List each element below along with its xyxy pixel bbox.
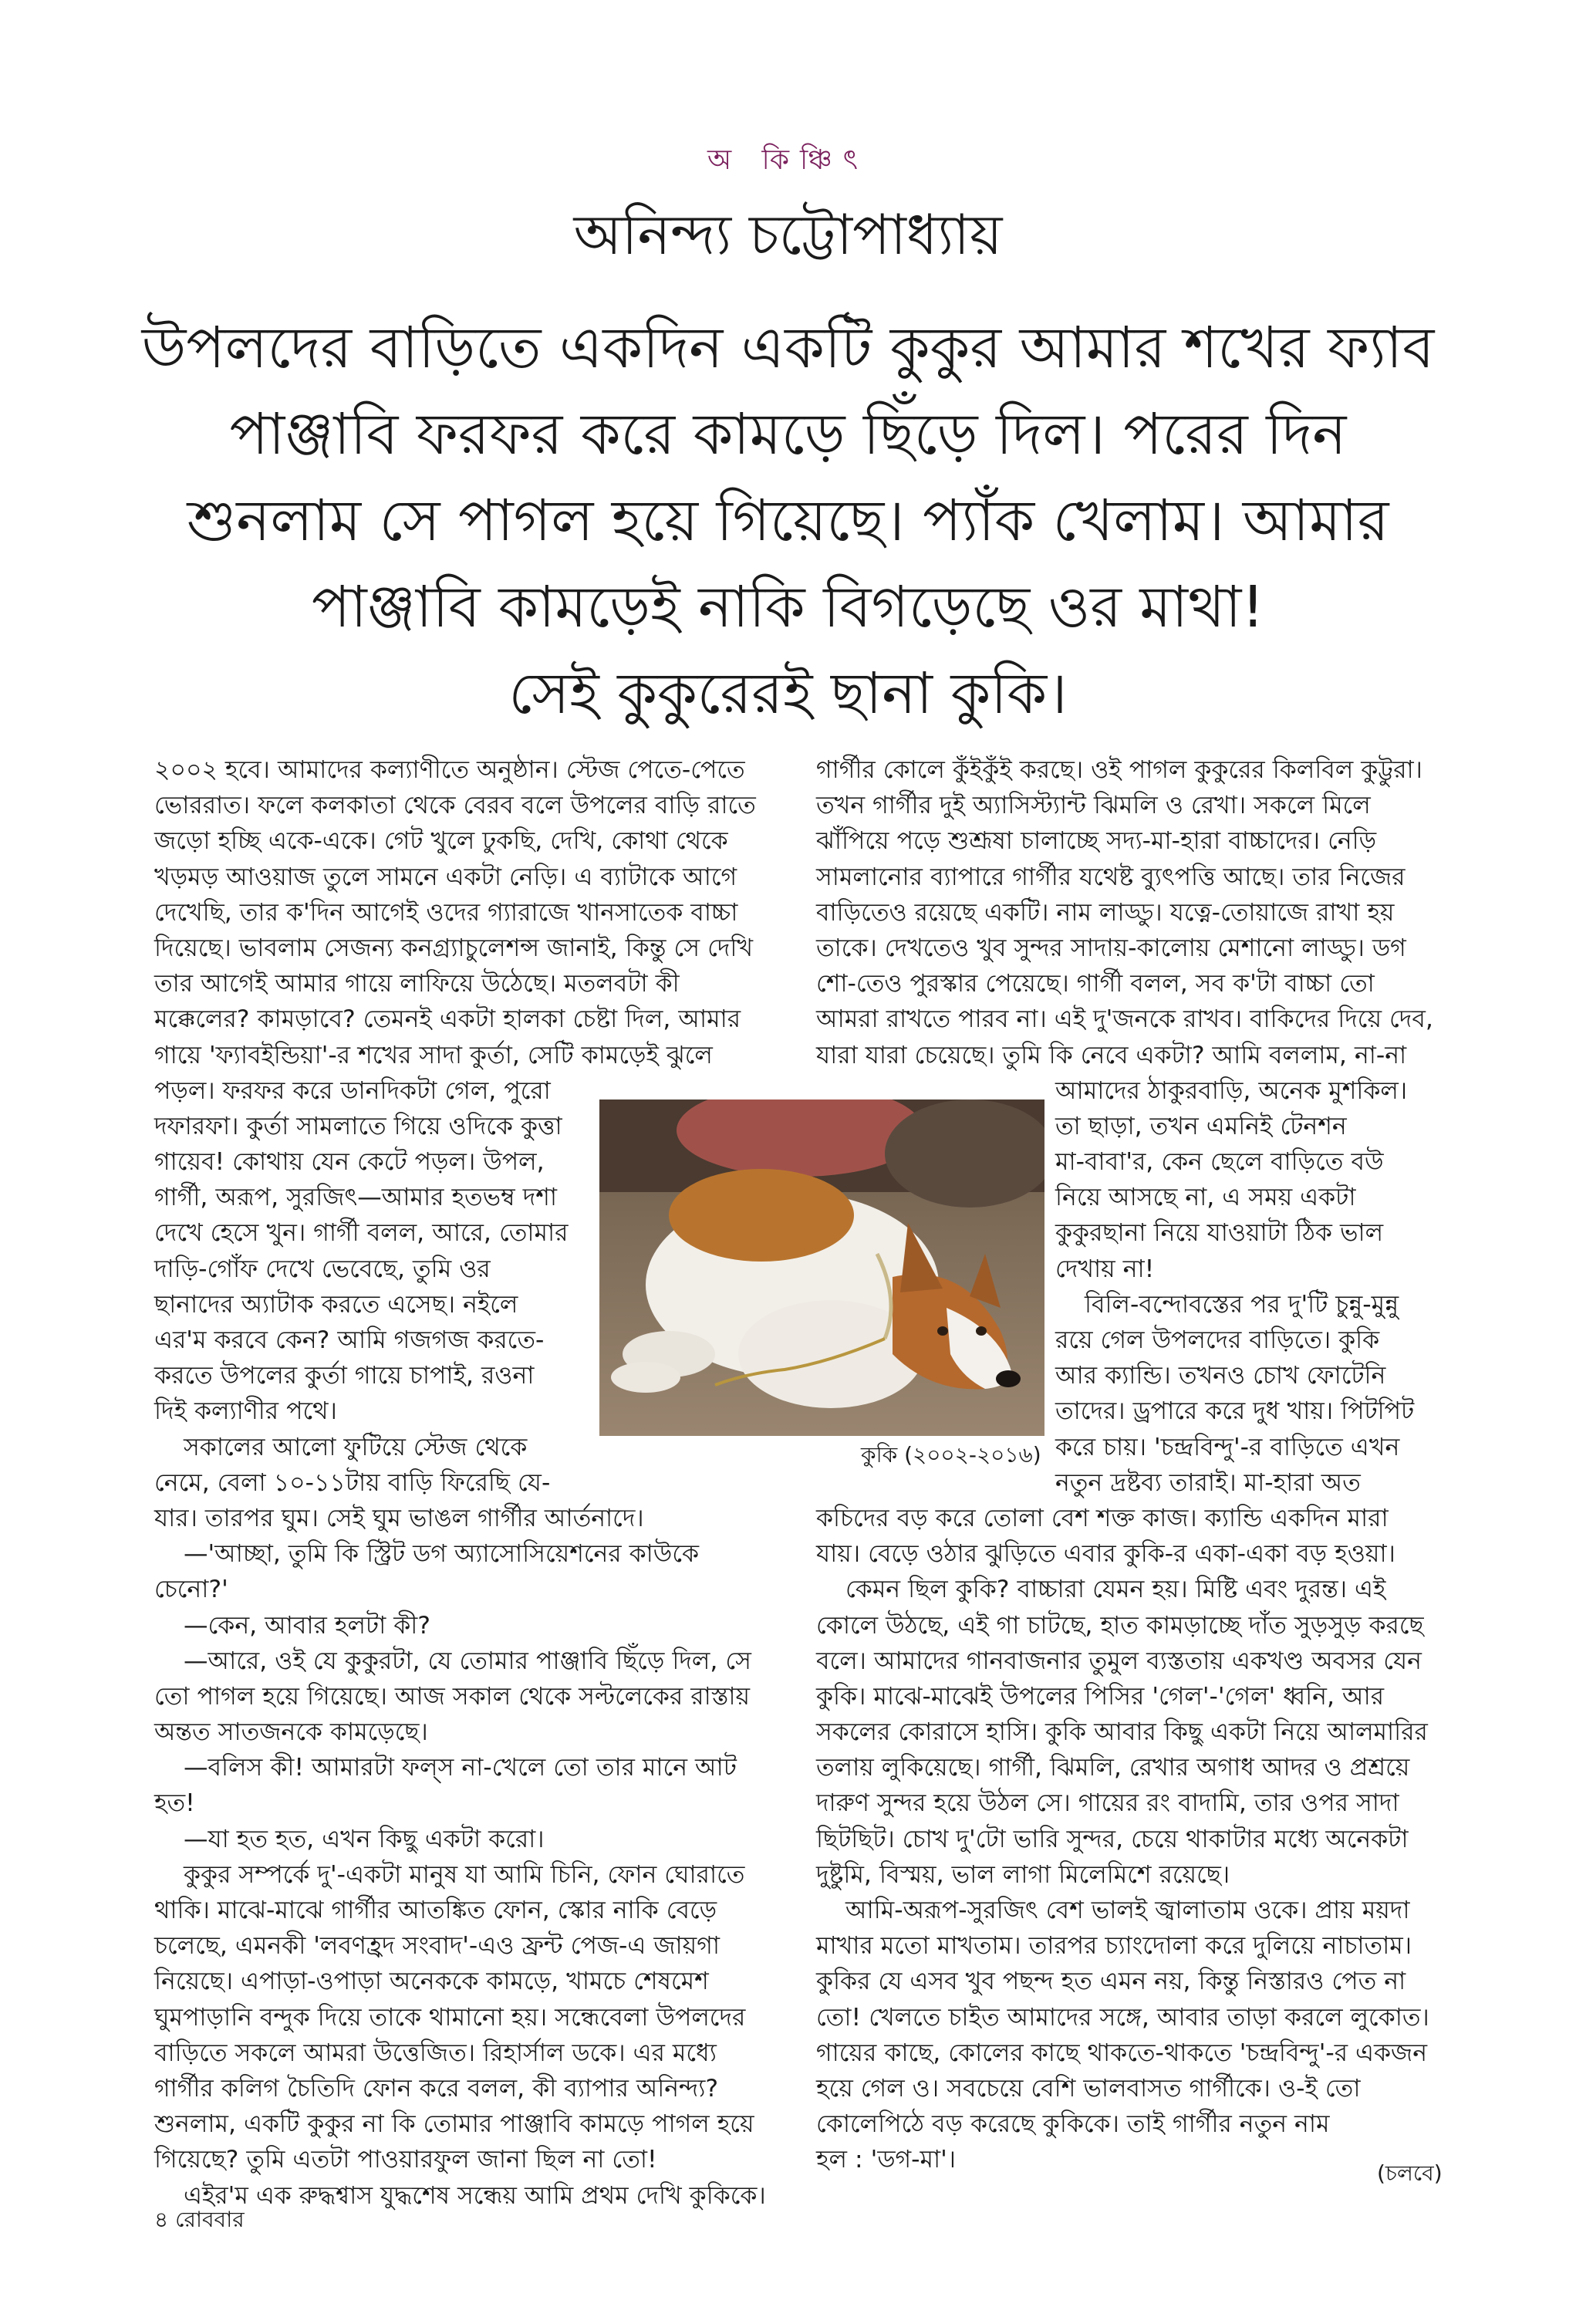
intro-line: উপলদের বাড়িতে একদিন একটি কুকুর আমার শখের ফ্যাব [141,315,1435,381]
dog-photo [599,1100,1044,1436]
article-line: বাড়িতে সকলে আমরা উত্তেজিত। রিহার্সাল ডকে। এর মধ্যে [154,2039,717,2067]
intro-line: পাঞ্জাবি কামড়েই নাকি বিগড়েছে ওর মাথা! [311,574,1265,640]
article-line: যারা যারা চেয়েছে। তুমি কি নেবে একটা? আমি বললাম, না-না [816,1041,1407,1069]
article-line: অন্তত সাতজনকে কামড়েছে। [154,1718,428,1747]
article-line: শুনলাম, একটি কুকুর না কি তোমার পাঞ্জাবি কামড়ে পাগল হয়ে [154,2110,754,2139]
article-line: গার্গী, অরূপ, সুরজিৎ—আমার হতভম্ব দশা [154,1184,558,1212]
article-line: নেমে, বেলা ১০-১১টায় বাড়ি ফিরেছি যে- [154,1468,551,1497]
article-line: দেখেছি, তার ক'দিন আগেই ওদের গ্যারাজে খানসাতেক বাচ্চা [154,898,738,927]
article-line: এইর'ম এক রুদ্ধশ্বাস যুদ্ধশেষ সন্ধেয় আমি প্রথম দেখি কুকিকে। [184,2181,766,2210]
article-line: ছানাদের অ্যাটাক করতে এসেছ। নইলে [154,1290,518,1319]
series-title: অ কিঞ্চিৎ [707,144,869,176]
article-line: চলেছে, এমনকী 'লবণহ্রদ সংবাদ'-এও ফ্রন্ট পেজ-এ জায়গা [154,1932,721,1961]
article-line: সামলানোর ব্যাপারে গার্গীর যথেষ্ট ব্যুৎপত্তি আছে। তার নিজের [816,863,1406,891]
article-line: গিয়েছে? তুমি এতটা পাওয়ারফুল জানা ছিল না তো! [154,2146,657,2174]
article-line: নিয়ে আসছে না, এ সময় একটা [1055,1184,1356,1212]
article-line: গায়ের কাছে, কোলের কাছে থাকতে-থাকতে 'চন্দ্রবিন্দু'-র একজন [816,2039,1428,2067]
article-line: শো-তেও পুরস্কার পেয়েছে। গার্গী বলল, সব ক'টা বাচ্চা তো [816,970,1375,998]
article-line: ঘুমপাড়ানি বন্দুক দিয়ে তাকে থামানো হয়। সন্ধেবেলা উপলদের [154,2003,746,2032]
article-line: তা ছাড়া, তখন এমনিই টেনশন [1055,1112,1347,1140]
publication-name: রোববার [175,2207,245,2232]
article-line: বলে। আমাদের গানবাজনার তুমুল ব্যস্ততায় একখণ্ড অবসর যেন [816,1647,1422,1675]
article-line: হল : 'ডগ-মা'। [816,2146,957,2174]
article-line: কোলে উঠছে, এই গা চাটছে, হাত কামড়াচ্ছে দাঁত সুড়সুড় করছে [816,1611,1424,1640]
article-line: ভোররাত। ফলে কলকাতা থেকে বেরব বলে উপলের বাড়ি রাতে [154,792,756,820]
article-line: —আরে, ওই যে কুকুরটা, যে তোমার পাঞ্জাবি ছিঁড়ে দিল, সে [184,1647,751,1675]
article-line: দেখে হেসে খুন। গার্গী বলল, আরে, তোমার [154,1219,569,1248]
article-line: গার্গীর কোলে কুঁইকুঁই করছে। ওই পাগল কুকুরের কিলবিল কুট্টুরা। [816,756,1422,784]
article-line: এর'ম করবে কেন? আমি গজগজ করতে- [154,1326,545,1354]
article-line: —কেন, আবার হলটা কী? [184,1611,430,1640]
article-line: গায়েব! কোথায় যেন কেটে পড়ল। উপল, [154,1148,545,1177]
article-line: দুষ্টুমি, বিস্ময়, ভাল লাগা মিলেমিশে রয়েছে। [816,1860,1230,1889]
intro-line: সেই কুকুরেরই ছানা কুকি। [508,660,1068,727]
article-line: যায়। বেড়ে ওঠার ঝুড়িতে এবার কুকি-র একা-একা বড় হওয়া। [816,1540,1395,1569]
article-line: ২০০২ হবে। আমাদের কল্যাণীতে অনুষ্ঠান। স্টেজ পেতে-পেতে [154,756,745,784]
article-line: ছিটছিট। চোখ দু'টো ভারি সুন্দর, চেয়ে থাকাটার মধ্যে অনেকটা [816,1825,1409,1853]
article-line: করতে উপলের কুর্তা গায়ে চাপাই, রওনা [154,1362,535,1390]
article-line: হয়ে গেল ও। সবচেয়ে বেশি ভালবাসত গার্গীকে। ও-ই তো [816,2074,1361,2103]
article-line: সকলের কোরাসে হাসি। কুকি আবার কিছু একটা নিয়ে আলমারির [816,1718,1428,1747]
article-line: দেখায় না! [1055,1255,1155,1283]
intro-line: শুনলাম সে পাগল হয়ে গিয়েছে। প্যাঁক খেলাম। আমার [187,488,1389,554]
article-line: করে চায়। 'চন্দ্রবিন্দু'-র বাড়িতে এখন [1055,1433,1400,1461]
article-line: দিই কল্যাণীর পথে। [154,1397,337,1426]
article-line: ঝাঁপিয়ে পড়ে শুশ্রূষা চালাচ্ছে সদ্য-মা-হারা বাচ্চাদের। নেড়ি [816,827,1377,856]
article-line: দারুণ সুন্দর হয়ে উঠল সে। গায়ের রং বাদামি, তার ওপর সাদা [816,1789,1399,1818]
article-line: নতুন দ্রষ্টব্য তারাই। মা-হারা অত [1055,1468,1361,1497]
article-line: তখন গার্গীর দুই অ্যাসিস্ট্যান্ট ঝিমলি ও রেখা। সকলে মিলে [816,792,1371,820]
article-line: রয়ে গেল উপলদের বাড়িতে। কুকি [1055,1326,1380,1354]
article-line: খড়মড় আওয়াজ তুলে সামনে একটা নেড়ি। এ ব্যাটাকে আগে [154,863,737,891]
article-line: বিলি-বন্দোবস্তের পর দু'টি চুন্নু-মুন্নু [1085,1290,1399,1319]
dog-illustration [599,1100,1044,1436]
article-line: দফারফা। কুর্তা সামলাতে গিয়ে ওদিকে কুত্তা [154,1112,562,1140]
article-line: মাখার মতো মাখতাম। তারপর চ্যাংদোলা করে দুলিয়ে নাচাতাম। [816,1932,1412,1961]
article-line: মা-বাবা'র, কেন ছেলে বাড়িতে বউ [1055,1148,1384,1177]
article-line: —যা হত হত, এখন কিছু একটা করো। [184,1825,545,1853]
intro-line: পাঞ্জাবি ফরফর করে কামড়ে ছিঁড়ে দিল। পরের দিন [229,401,1347,468]
article-line: কোলেপিঠে বড় করেছে কুকিকে। তাই গার্গীর নতুন নাম [816,2110,1330,2139]
article-line: হত! [154,1789,195,1818]
article-line: —বলিস কী! আমারটা ফল্স না-খেলে তো তার মানে আট [184,1754,737,1782]
article-line: —'আচ্ছা, তুমি কি স্ট্রিট ডগ অ্যাসোসিয়েশনের কাউকে [184,1540,700,1569]
article-line: তাদের। ড্রপারে করে দুধ খায়। পিটপিট [1055,1397,1415,1426]
article-line: কুকির যে এসব খুব পছন্দ হত এমন নয়, কিন্তু নিস্তারও পেত না [816,1968,1406,1996]
article-line: আমাদের ঠাকুরবাড়ি, অনেক মুশকিল। [1055,1076,1408,1105]
article-line: কুকুর সম্পর্কে দু'-একটা মানুষ যা আমি চিনি, ফোন ঘোরাতে [184,1860,745,1889]
intro-paragraph [139,305,1437,737]
article-line: দাড়ি-গোঁফ দেখে ভেবেছে, তুমি ওর [154,1255,491,1283]
page-number: ৪ [154,2207,169,2232]
photo-caption: কুকি (২০০২-২০১৬) [861,1442,1041,1468]
article-line: বাড়িতেও রয়েছে একটি। নাম লাড্ডু। যত্নে-তোয়াজে রাখা হয় [816,898,1395,927]
article-line: আর ক্যান্ডি। তখনও চোখ ফোটেনি [1055,1362,1386,1390]
article-line: তলায় লুকিয়েছে। গার্গী, ঝিমলি, রেখার অগাধ আদর ও প্রশ্রয়ে [816,1754,1410,1782]
article-line: আমরা রাখতে পারব না। এই দু'জনকে রাখব। বাকিদের দিয়ে দেব, [816,1005,1433,1034]
article-line: তাকে। দেখতেও খুব সুন্দর সাদায়-কালোয় মেশানো লাড্ডু। ডগ [816,934,1406,962]
article-line: সকালের আলো ফুটিয়ে স্টেজ থেকে [184,1433,528,1461]
article-column-left [154,752,802,2214]
article-line: কচিদের বড় করে তোলা বেশ শক্ত কাজ। ক্যান্ডি একদিন মারা [816,1504,1389,1532]
article-line: কুকুরছানা নিয়ে যাওয়াটা ঠিক ভাল [1055,1219,1384,1248]
article-line: তো! খেলতে চাইত আমাদের সঙ্গে, আবার তাড়া করলে লুকোত। [816,2003,1429,2032]
article-line: কুকি। মাঝে-মাঝেই উপলের পিসির 'গেল'-'গেল' ধ্বনি, আর [816,1682,1385,1711]
continued-note: (চলবে) [1377,2160,1443,2186]
author-name: অনিন্দ্য চট্টোপাধ্যায় [573,202,1003,267]
article-line: যার। তারপর ঘুম। সেই ঘুম ভাঙল গার্গীর আর্তনাদে। [154,1504,644,1532]
article-line: মক্কেলের? কামড়াবে? তেমনই একটা হালকা চেষ্টা দিল, আমার [154,1005,741,1034]
article-line: পড়ল। ফরফর করে ডানদিকটা গেল, পুরো [154,1076,551,1105]
article-line: দিয়েছে। ভাবলাম সেজন্য কনগ্র্যাচুলেশন্স জানাই, কিন্তু সে দেখি [154,934,754,962]
article-line: নিয়েছে। এপাড়া-ওপাড়া অনেককে কামড়ে, খামচে শেষমেশ [154,1968,709,1996]
article-line: আমি-অরূপ-সুরজিৎ বেশ ভালই জ্বালাতাম ওকে। প্রায় ময়দা [845,1897,1410,1924]
article-line: তো পাগল হয়ে গিয়েছে। আজ সকাল থেকে সল্টলেকের রাস্তায় [154,1682,751,1711]
page-footer [154,2203,245,2239]
article-line: গার্গীর কলিগ চৈতিদি ফোন করে বলল, কী ব্যাপার অনিন্দ্য? [154,2074,719,2103]
article-line: গায়ে 'ফ্যাবইন্ডিয়া'-র শখের সাদা কুর্তা, সেটি কামড়েই ঝুলে [154,1041,713,1069]
article-line: তার আগেই আমার গায়ে লাফিয়ে উঠেছে। মতলবটা কী [154,970,680,998]
article-line: কেমন ছিল কুকি? বাচ্চারা যেমন হয়। মিষ্টি এবং দুরন্ত। এই [845,1576,1386,1604]
article-line: থাকি। মাঝে-মাঝে গার্গীর আতঙ্কিত ফোন, স্কোর নাকি বেড়ে [154,1897,717,1924]
article-line: জড়ো হচ্ছি একে-একে। গেট খুলে ঢুকছি, দেখি, কোথা থেকে [154,827,728,856]
article-line: চেনো?' [154,1576,228,1604]
